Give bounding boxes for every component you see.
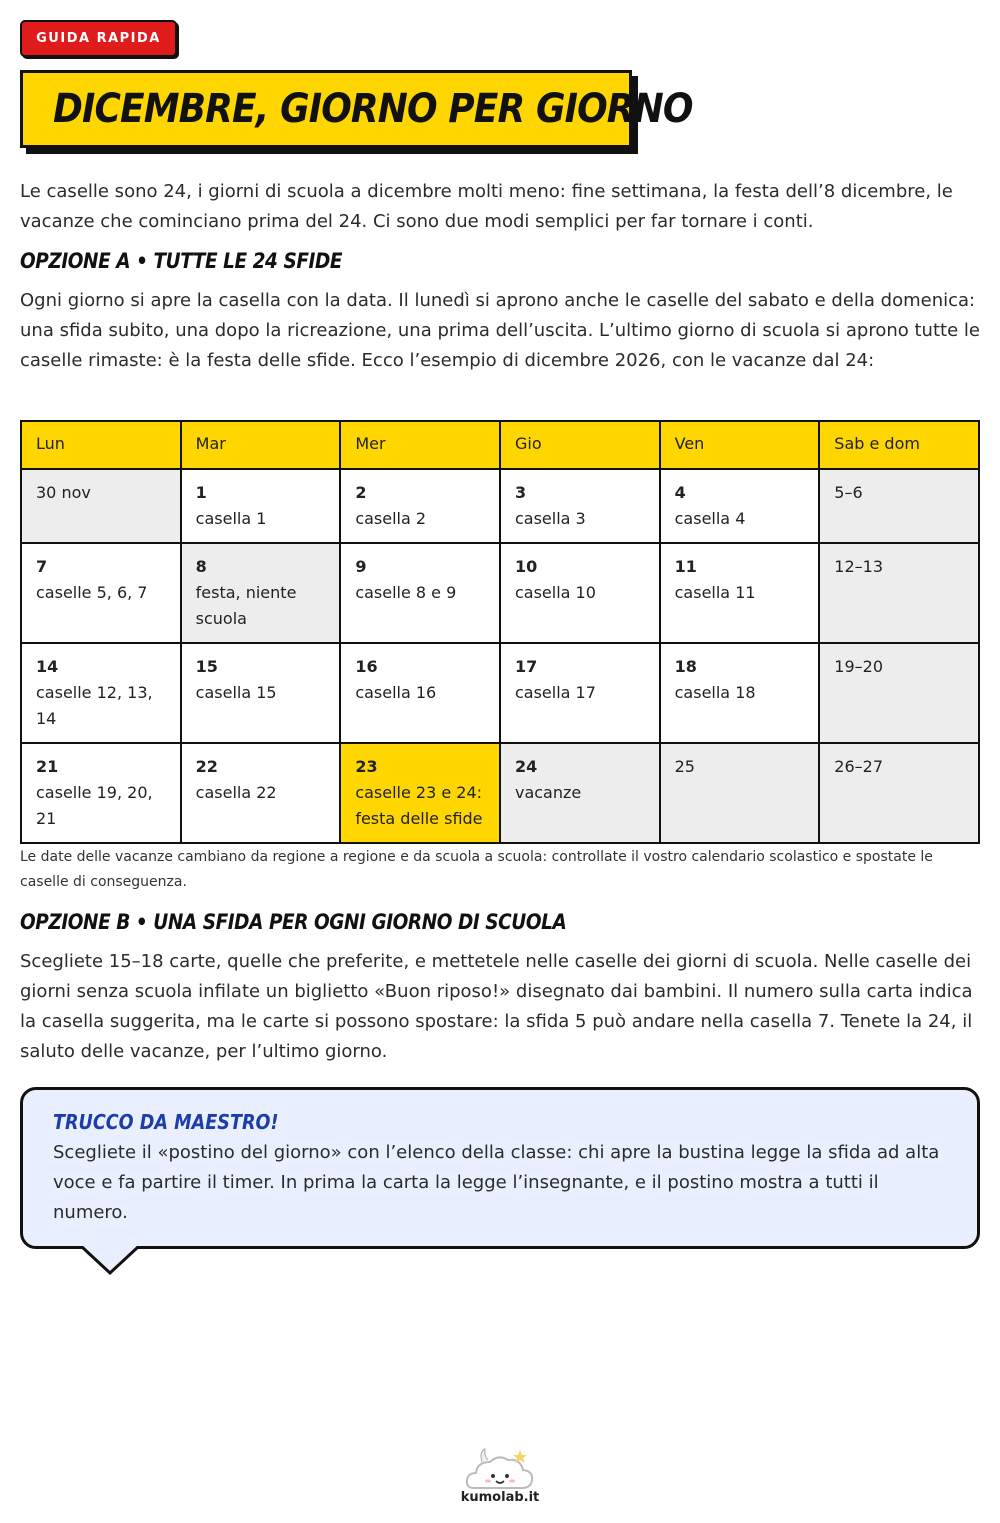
calendar-cell [660, 469, 820, 543]
calendar-cell-text: 19–20 [834, 657, 883, 676]
calendar-cell-text: casella 1 [195, 509, 267, 528]
header-mer: Mer [340, 421, 500, 469]
calendar-day-number: 22 [195, 757, 218, 776]
calendar-day-number: 15 [195, 657, 218, 676]
calendar-cell-text: 30 nov [36, 483, 91, 502]
calendar-cell-text: caselle 19, 20, 21 [36, 783, 153, 828]
calendar-cell [819, 743, 979, 843]
december-calendar-table [20, 420, 980, 844]
calendar-day-number: 4 [674, 483, 686, 502]
calendar-day-number: 11 [674, 557, 697, 576]
calendar-cell-text: casella 18 [674, 683, 756, 702]
calendar-cell [340, 543, 500, 643]
calendar-day-number: 2 [355, 483, 367, 502]
calendar-cell [819, 469, 979, 543]
header-ven: Ven [660, 421, 820, 469]
option-b-heading: OPZIONE B • UNA SFIDA PER OGNI GIORNO DI SCUOLA [20, 910, 567, 934]
calendar-day-number: 7 [36, 557, 48, 576]
calendar-cell-text: casella 22 [195, 783, 277, 802]
guide-badge: GUIDA RAPIDA [20, 20, 177, 57]
calendar-week-row [21, 743, 979, 843]
calendar-body [21, 469, 979, 843]
calendar-cell [500, 743, 660, 843]
calendar-cell-text: vacanze [514, 783, 582, 802]
calendar-cell [21, 643, 181, 743]
calendar-week-row [21, 543, 979, 643]
calendar-cell-text: 26–27 [834, 757, 883, 776]
calendar-day-number: 9 [355, 557, 367, 576]
calendar-cell [500, 543, 660, 643]
calendar-cell-text: caselle 12, 13, 14 [36, 683, 153, 728]
page-title: DICEMBRE, GIORNO PER GIORNO [53, 86, 693, 132]
calendar-week-row [21, 643, 979, 743]
calendar-cell [819, 543, 979, 643]
calendar-cell [181, 543, 341, 643]
header-gio: Gio [500, 421, 660, 469]
calendar-day-number: 23 [355, 757, 378, 776]
calendar-cell-text: casella 3 [514, 509, 586, 528]
header-weekend: Sab e dom [819, 421, 979, 469]
calendar-cell-text: caselle 5, 6, 7 [36, 583, 148, 602]
calendar-cell [340, 469, 500, 543]
calendar-cell-text: casella 16 [355, 683, 437, 702]
intro-paragraph: Le caselle sono 24, i giorni di scuola a dicembre molti meno: fine settimana, la festa dell’8 dicembre, le vacanze che cominciano prima del 24. Ci sono due modi semplici per far tornare i conti. [20, 181, 953, 232]
calendar-cell-text: casella 2 [355, 509, 427, 528]
calendar-cell-text: casella 4 [674, 509, 746, 528]
calendar-cell [181, 743, 341, 843]
calendar-cell-text: 12–13 [834, 557, 883, 576]
calendar-day-number: 17 [514, 657, 538, 676]
calendar-cell-text: casella 15 [195, 683, 277, 702]
calendar-cell [21, 743, 181, 843]
title-box [20, 70, 693, 148]
calendar-header-row [21, 421, 979, 469]
calendar-cell [500, 643, 660, 743]
header-mar: Mar [181, 421, 341, 469]
calendar-cell-text: 25 [674, 757, 695, 776]
option-a-paragraph: Ogni giorno si apre la casella con la data. Il lunedì si aprono anche le caselle del sabato e della domenica: una sfida subito, una dopo la ricreazione, una prima dell’uscita. L’ultimo giorno di scuola si aprono tutte le caselle rimaste: è la festa delle sfide. Ecco l’esempio di dicembre 2026, con le vacanze dal 24: [20, 290, 980, 371]
calendar-cell-text: casella 17 [514, 683, 596, 702]
vacation-note: Le date delle vacanze cambiano da regione a regione e da scuola a scuola: controllate il vostro calendario scolastico e spostate le caselle di conseguenza. [20, 849, 933, 890]
calendar-day-number: 10 [514, 557, 538, 576]
calendar-cell [21, 543, 181, 643]
calendar-cell-text: caselle 23 e 24: festa delle sfide [355, 783, 483, 828]
calendar-day-number: 3 [514, 483, 527, 502]
calendar-cell [181, 643, 341, 743]
tip-title: TRUCCO DA MAESTRO! [53, 1110, 279, 1134]
calendar-cell [340, 643, 500, 743]
calendar-day-number: 1 [195, 483, 207, 502]
calendar-cell [181, 469, 341, 543]
calendar-cell-text: casella 10 [514, 583, 596, 602]
calendar-day-number: 21 [36, 757, 59, 776]
calendar-cell [340, 743, 500, 843]
option-a-heading: OPZIONE A • TUTTE LE 24 SFIDE [20, 249, 343, 273]
calendar-cell-text: 5–6 [834, 483, 863, 502]
header-lun: Lun [21, 421, 181, 469]
calendar-cell [660, 743, 820, 843]
calendar-cell [21, 469, 181, 543]
calendar-day-number: 8 [195, 557, 207, 576]
calendar-day-number: 18 [674, 657, 697, 676]
calendar-day-number: 24 [514, 757, 538, 776]
calendar-day-number: 16 [355, 657, 378, 676]
calendar-cell [660, 643, 820, 743]
calendar-day-number: 14 [36, 657, 59, 676]
calendar-cell-text: casella 11 [674, 583, 756, 602]
calendar-week-row [21, 469, 979, 543]
calendar-cell [819, 643, 979, 743]
tip-text: Scegliete il «postino del giorno» con l’elenco della classe: chi apre la bustina legge la sfida ad alta voce e fa partire il timer. In prima la carta la legge l’insegnante, e il postino mostra a tutti il numero. [53, 1142, 940, 1223]
tip-callout [20, 1087, 980, 1249]
option-b-paragraph: Scegliete 15–18 carte, quelle che preferite, e mettetele nelle caselle dei giorni di scuola. Nelle caselle dei giorni senza scuola infilate un biglietto «Buon riposo!» disegnato dai bambini. Il numero sulla carta indica la casella suggerita, ma le carte si possono spostare: la sfida 5 può andare nella casella 7. Tenete la 24, il saluto delle vacanze, per l’ultimo giorno. [20, 951, 973, 1062]
calendar-cell-text: festa, niente scuola [195, 583, 297, 628]
calendar-cell-text: caselle 8 e 9 [355, 583, 457, 602]
calendar-cell [500, 469, 660, 543]
footer-brand: kumolab.it [460, 1490, 540, 1505]
speech-bubble-tail [80, 1245, 140, 1277]
calendar-cell [660, 543, 820, 643]
